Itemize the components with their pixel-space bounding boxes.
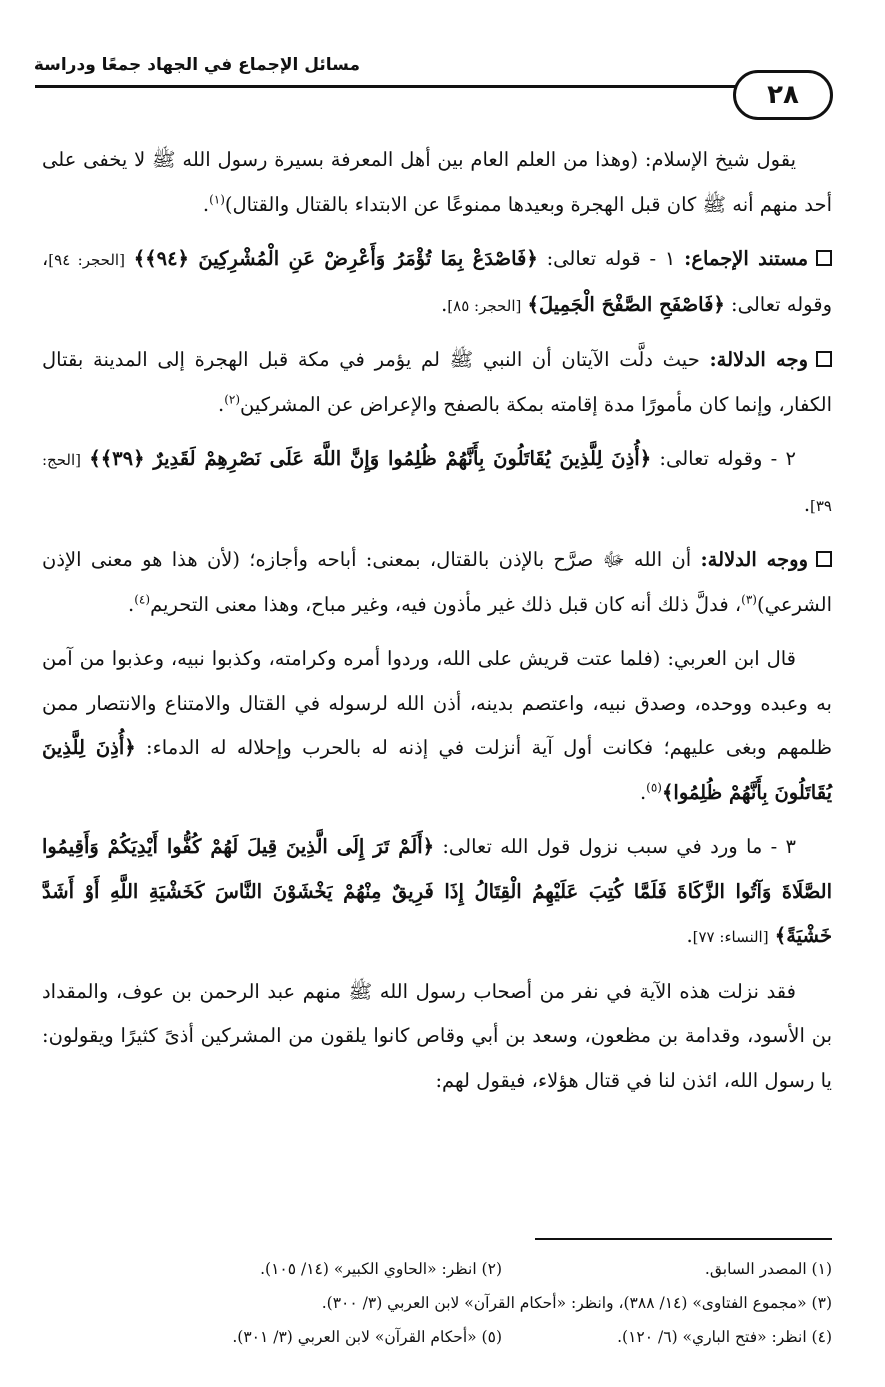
footnote-row-1 [42,1252,832,1286]
p2-end: . [441,292,448,316]
box-bullet-icon [816,250,832,266]
box-bullet-icon [816,351,832,367]
main-text [42,138,832,1113]
paragraph-1 [42,138,832,227]
footnotes [42,1252,832,1354]
page-number-badge [733,70,833,120]
verse-ref-3: [الحج: ٣٩] [42,451,832,515]
paragraph-2-text: ١ - قوله تعالى: [537,247,676,270]
verse-ref-5: [النساء: ٧٧] [692,928,769,946]
paragraph-4-text: ٢ - وقوله تعالى: [651,447,796,470]
footnote-1: (١) المصدر السابق. [704,1260,832,1278]
footnote-separator [535,1238,832,1240]
paragraph-5-text: أن الله ﷻ صرَّح بالإذن بالقتال، بمعنى: أباحه وأجازه؛ (لأن هذا هو معنى الإذن الشرعي) [42,548,832,616]
footnote-ref-1: (١) [209,192,225,206]
footnote-2: (٢) انظر: «الحاوي الكبير» (١٤/ ١٠٥). [260,1260,502,1278]
paragraph-2-mid: ، وقوله تعالى: [42,247,832,316]
p7-end: . [686,924,693,947]
quran-verse-3: ﴿أُذِنَ لِلَّذِينَ يُقَاتَلُونَ بِأَنَّهُمْ ظُلِمُوا وَإِنَّ اللَّهَ عَلَى نَصْرِهِمْ لَقَدِيرٌ ﴿٣٩﴾﴾ [89,447,652,470]
paragraph-1-text: يقول شيخ الإسلام: (وهذا من العلم العام بين أهل المعرفة بسيرة رسول الله ﷺ لا يخفى على أحد منهم أنه ﷺ كان قبل الهجرة وبعيدها ممنوعًا عن الابتداء بالقتال والقتال) [42,148,832,216]
footnote-ref-4: (٤) [134,592,151,606]
paragraph-3-text: حيث دلَّت الآيتان أن النبي ﷺ لم يؤمر في مكة قبل الهجرة إلى المدينة بقتال الكفار، وإنما كان مأمورًا مدة إقامته بمكة بالصفح والإعراض عن المشركين [42,348,832,416]
quran-verse-4: ﴿أُذِنَ لِلَّذِينَ يُقَاتَلُونَ بِأَنَّهُمْ ظُلِمُوا﴾ [42,736,832,804]
header-rule [35,85,735,88]
label-consensus-basis: مستند الإجماع: [684,247,809,270]
paragraph-6-text: قال ابن العربي: (فلما عتت قريش على الله، وردوا أمره وكرامته، وكذبوا نبيه، وعذبوا من آمن به وعبده ووحده، وصدق نبيه، واعتصم بدينه، أذن الله لرسوله في القتال والامتناع والانتصار ممن ظلمهم وبغى عليهم؛ فكانت أول آية أنزلت في إذنه له بالحرب وإحلاله له الدماء: [42,647,832,759]
footnote-ref-2: (٢) [224,392,241,406]
paragraph-8 [42,970,832,1104]
footnote-5: (٥) «أحكام القرآن» لابن العربي (٣/ ٣٠١). [232,1328,502,1346]
footnote-ref-3: (٣) [741,592,757,606]
footnote-row-2 [42,1286,832,1320]
label-evidence-2: ووجه الدلالة: [700,548,808,571]
p3-end: . [217,392,225,416]
paragraph-5-text-2: ، فدلَّ ذلك أنه كان قبل ذلك غير مأذون فيه، وغير مباح، وهذا معنى التحريم [150,592,742,616]
paragraph-2 [42,237,832,328]
paragraph-6 [42,637,832,815]
verse-ref-2: [الحجر: ٨٥] [447,296,522,315]
footnote-ref-5: (٥) [646,780,662,794]
quran-verse-5: ﴿أَلَمْ تَرَ إِلَى الَّذِينَ قِيلَ لَهُمْ كُفُّوا أَيْدِيَكُمْ وَأَقِيمُوا الصَّلَاةَ وَآتُوا الزَّكَاةَ فَلَمَّا كُتِبَ عَلَيْهِمُ الْقِتَالُ إِذَا فَرِيقٌ مِنْهُمْ يَخْشَوْنَ النَّاسَ كَخَشْيَةِ اللَّهِ أَوْ أَشَدَّ خَشْيَةً﴾ [42,835,832,947]
p5-end: . [128,592,135,616]
paragraph-7-text: ٣ - ما ورد في سبب نزول قول الله تعالى: [434,835,796,858]
running-header-title: مسائل الإجماع في الجهاد جمعًا ودراسة [33,55,360,75]
label-evidence: وجه الدلالة: [709,348,808,371]
quran-verse-1: ﴿فَاصْدَعْ بِمَا تُؤْمَرُ وَأَعْرِضْ عَنِ الْمُشْرِكِينَ ﴿٩٤﴾﴾ [133,247,538,270]
paragraph-8-text: فقد نزلت هذه الآية في نفر من أصحاب رسول الله ﷺ منهم عبد الرحمن بن عوف، والمقداد بن الأسود، وقدامة بن مظعون، وسعد بن أبي وقاص كانوا يلقون من المشركين أذىً كثيرًا ويقولون: يا رسول الله، ائذن لنا في قتال هؤلاء، فيقول لهم: [42,979,832,1092]
p6-end: . [639,780,647,804]
box-bullet-icon [816,551,832,567]
paragraph-3 [42,338,832,427]
footnote-3: (٣) «مجموع الفتاوى» (١٤/ ٣٨٨)، وانظر: «أحكام القرآن» لابن العربي (٣/ ٣٠٠). [321,1294,832,1312]
paragraph-7 [42,825,832,960]
quran-verse-2: ﴿فَاصْفَحِ الصَّفْحَ الْجَمِيلَ﴾ [527,292,725,316]
page-number: ٢٨ [767,80,799,110]
footnote-row-3 [42,1320,832,1354]
paragraph-4 [42,437,832,528]
verse-ref-1: [الحجر: ٩٤] [48,251,125,269]
p4-end: . [803,492,811,516]
p1-end: . [202,192,210,216]
paragraph-5 [42,538,832,627]
footnote-4: (٤) انظر: «فتح الباري» (٦/ ١٢٠). [617,1328,832,1346]
